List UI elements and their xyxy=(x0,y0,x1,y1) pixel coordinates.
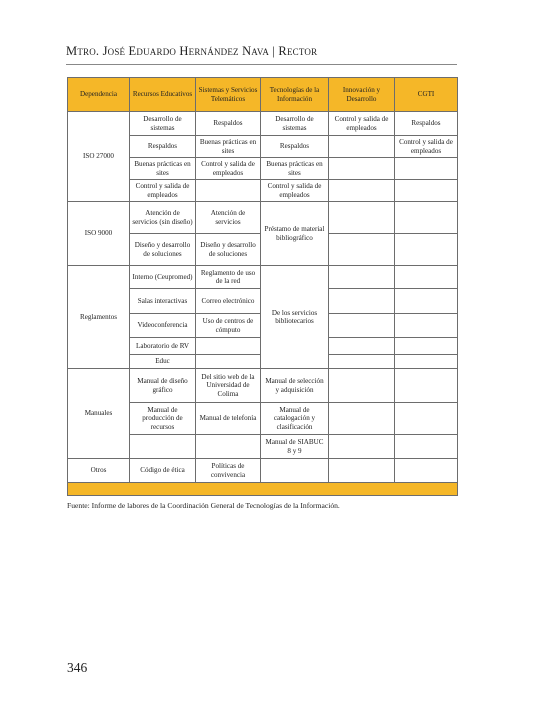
table-cell: Desarrollo de sistemas xyxy=(130,112,196,136)
table-cell: Respaldos xyxy=(130,136,196,158)
table-cell xyxy=(395,355,458,369)
group-label: ISO 9000 xyxy=(68,202,130,266)
table-row xyxy=(68,112,458,136)
table-cell xyxy=(395,289,458,314)
table-cell: Diseño y desarrollo de soluciones xyxy=(196,234,261,266)
table-cell xyxy=(395,435,458,459)
table-cell xyxy=(329,435,395,459)
table-cell xyxy=(196,180,261,202)
table-cell xyxy=(395,266,458,289)
column-header: CGTI xyxy=(395,78,458,112)
header-rule xyxy=(66,64,457,65)
table-cell xyxy=(329,338,395,355)
group-label: Reglamentos xyxy=(68,266,130,369)
table-cell xyxy=(329,459,395,483)
table-row xyxy=(68,369,458,403)
table-cell: Manual de telefonía xyxy=(196,403,261,435)
table-cell: Préstamo de material bibliográfico xyxy=(261,202,329,266)
table-cell: De los servicios bibliotecarios xyxy=(261,266,329,369)
table-row xyxy=(68,266,458,289)
table-cell: Control y salida de empleados xyxy=(329,112,395,136)
table-cell xyxy=(329,314,395,338)
table-cell: Manual de SIABUC 8 y 9 xyxy=(261,435,329,459)
table-cell xyxy=(329,369,395,403)
table-cell xyxy=(395,338,458,355)
table-cell xyxy=(329,136,395,158)
table-cell xyxy=(395,234,458,266)
table-cell xyxy=(395,403,458,435)
table-cell: Manual de catalogación y clasificación xyxy=(261,403,329,435)
table-cell: Políticas de convivencia xyxy=(196,459,261,483)
table-cell xyxy=(395,369,458,403)
table-cell: Código de ética xyxy=(130,459,196,483)
table-cell xyxy=(395,180,458,202)
table-cell xyxy=(395,158,458,180)
table-cell: Control y salida de empleados xyxy=(130,180,196,202)
table-cell: Control y salida de empleados xyxy=(395,136,458,158)
table-cell: Uso de centros de cómputo xyxy=(196,314,261,338)
group-label: Otros xyxy=(68,459,130,483)
page-number: 346 xyxy=(67,660,88,675)
column-header: Sistemas y Servicios Telemáticos xyxy=(196,78,261,112)
table-cell: Laboratorio de RV xyxy=(130,338,196,355)
table-cell: Videoconferencia xyxy=(130,314,196,338)
table-cell xyxy=(329,158,395,180)
table-cell: Manual de diseño gráfico xyxy=(130,369,196,403)
table-cell: Control y salida de empleados xyxy=(261,180,329,202)
table-cell xyxy=(196,435,261,459)
source-note: Fuente: Informe de labores de la Coordinación General de Tecnologías de la Información. xyxy=(67,501,340,510)
table-cell: Del sitio web de la Universidad de Colima xyxy=(196,369,261,403)
table-cell: Diseño y desarrollo de soluciones xyxy=(130,234,196,266)
table-cell xyxy=(395,202,458,234)
group-label: ISO 27000 xyxy=(68,112,130,202)
table-cell: Respaldos xyxy=(261,136,329,158)
table-cell xyxy=(329,355,395,369)
footer-bar-cell xyxy=(68,483,458,496)
table-cell: Salas interactivas xyxy=(130,289,196,314)
table-cell xyxy=(329,289,395,314)
table-cell: Atención de servicios xyxy=(196,202,261,234)
column-header: Tecnologías de la Información xyxy=(261,78,329,112)
table-cell: Correo electrónico xyxy=(196,289,261,314)
group-label: Manuales xyxy=(68,369,130,459)
table-cell: Buenas prácticas en sites xyxy=(130,158,196,180)
table-cell: Control y salida de empleados xyxy=(196,158,261,180)
table-cell xyxy=(196,355,261,369)
table-cell: Manual de producción de recursos xyxy=(130,403,196,435)
table-cell xyxy=(329,202,395,234)
table-cell: Respaldos xyxy=(395,112,458,136)
table-cell xyxy=(329,234,395,266)
running-header: Mtro. José Eduardo Hernández Nava | Rector xyxy=(66,44,318,58)
responsibilities-table xyxy=(67,77,458,496)
table-footer-bar xyxy=(68,483,458,496)
table-cell xyxy=(395,314,458,338)
table-cell: Buenas prácticas en sites xyxy=(196,136,261,158)
column-header: Innovación y Desarrollo xyxy=(329,78,395,112)
column-header: Recursos Educativos xyxy=(130,78,196,112)
table-cell xyxy=(196,338,261,355)
table-cell: Interno (Ceupromed) xyxy=(130,266,196,289)
table-cell: Reglamento de uso de la red xyxy=(196,266,261,289)
table-header-row xyxy=(68,78,458,112)
table-cell: Respaldos xyxy=(196,112,261,136)
table-cell xyxy=(329,266,395,289)
table-cell xyxy=(329,180,395,202)
table-cell: Atención de servicios (sin diseño) xyxy=(130,202,196,234)
table-cell: Desarrollo de sistemas xyxy=(261,112,329,136)
table-cell: Buenas prácticas en sites xyxy=(261,158,329,180)
table-cell: Manual de selección y adquisición xyxy=(261,369,329,403)
table-cell: Educ xyxy=(130,355,196,369)
table-row xyxy=(68,459,458,483)
table-cell xyxy=(261,459,329,483)
table-cell xyxy=(395,459,458,483)
column-header: Dependencia xyxy=(68,78,130,112)
table-row xyxy=(68,202,458,234)
table-cell xyxy=(130,435,196,459)
table-cell xyxy=(329,403,395,435)
